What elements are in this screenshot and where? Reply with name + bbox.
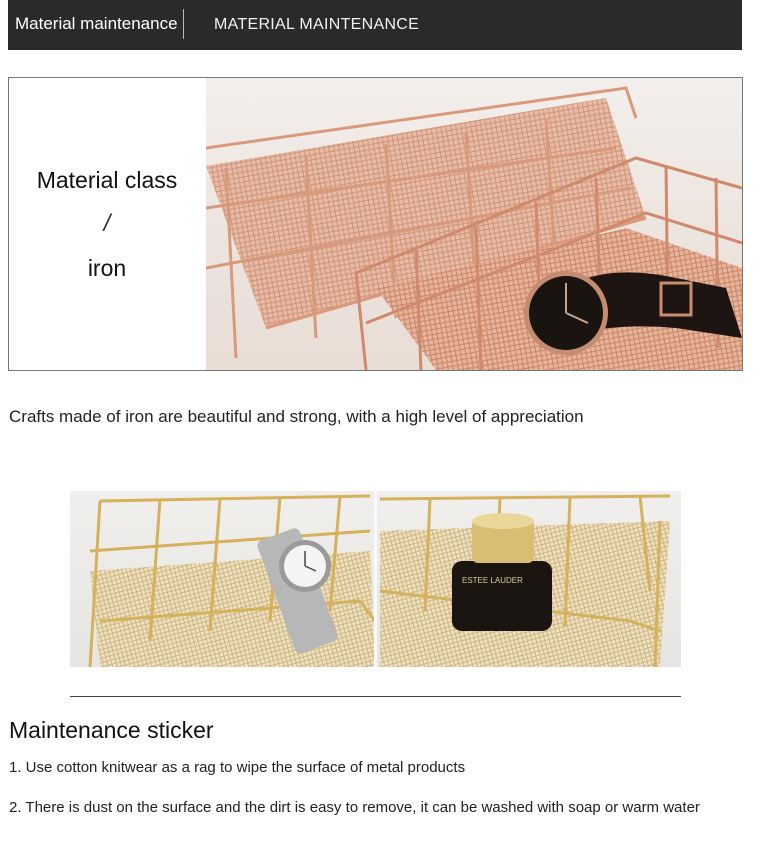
maintenance-item-2: 2. There is dust on the surface and the dirt is easy to remove, it can be washed with soap or warm water	[9, 799, 700, 816]
material-box	[8, 77, 743, 371]
maintenance-title: Maintenance sticker	[9, 717, 214, 743]
material-class-panel	[9, 78, 205, 370]
header-left-title: Material maintenance	[8, 9, 184, 39]
material-separator: /	[103, 210, 111, 237]
header-right-title: MATERIAL MAINTENANCE	[214, 16, 420, 33]
material-name: iron	[87, 255, 127, 281]
section-divider	[70, 696, 681, 697]
maintenance-item-1: 1. Use cotton knitwear as a rag to wipe the surface of metal products	[9, 759, 466, 776]
caption-text: Crafts made of iron are beautiful and strong, with a high level of appreciation	[9, 407, 584, 426]
jar-label: ESTEE LAUDER	[462, 576, 523, 585]
material-class-label: Material class	[36, 167, 178, 193]
header-bar	[8, 0, 742, 50]
rose-gold-basket-photo	[206, 78, 742, 370]
gold-basket-photo	[70, 491, 681, 667]
